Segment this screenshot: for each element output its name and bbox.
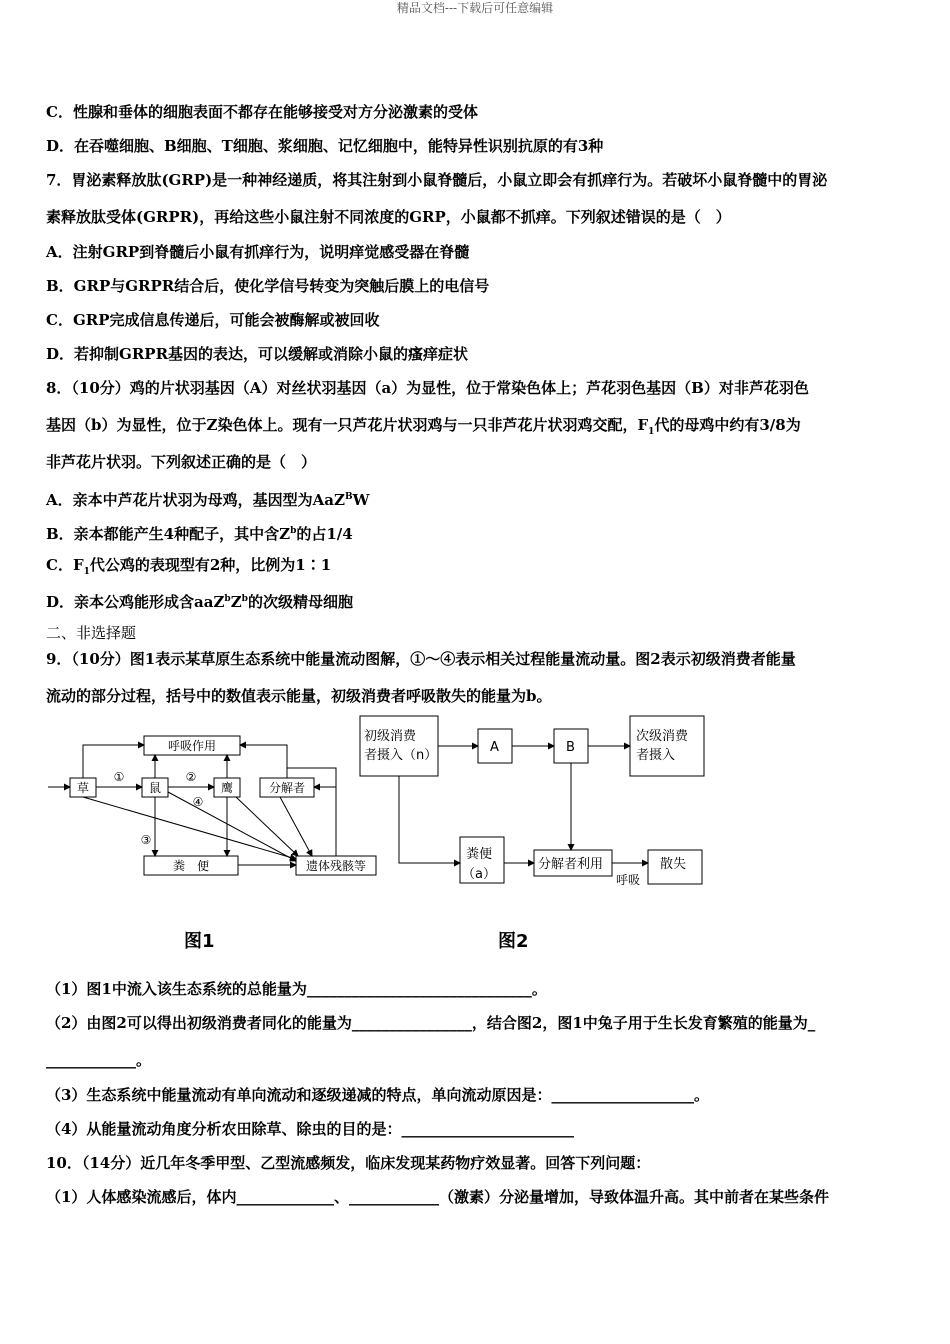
intake-line1: 初级消费: [364, 729, 417, 744]
question-9-part2-cont: ____________。: [46, 1051, 152, 1069]
resp-label-2: 呼吸: [616, 873, 641, 887]
option-a-q8: A．亲本中芦花片状羽为母鸡，基因型为AaZ$^B$W: [46, 491, 370, 509]
figure-1-caption: 图1: [184, 931, 215, 952]
feces-line2: （a）: [462, 867, 496, 882]
question-7-line2: 素释放肽受体(GRPR)，再给这些小鼠注射不同浓度的GRP，小鼠都不抓痒。下列叙述错误的是（ ）: [46, 208, 731, 226]
option-c-q8: C．$F_1$代公鸡的表现型有2种，比例为1∶1: [46, 556, 332, 577]
figure-2-diagram: [356, 712, 712, 892]
question-9-part3: （3）生态系统中能量流动有单向流动和逐级递减的特点，单向流动原因是：___________________。: [46, 1086, 709, 1104]
option-c-q6: C．性腺和垂体的细胞表面不都存在能够接受对方分泌激素的受体: [46, 103, 478, 121]
option-a-q7: A．注射GRP到脊髓后小鼠有抓痒行为，说明痒觉感受器在脊髓: [46, 243, 470, 261]
num-2: ②: [185, 770, 197, 784]
num-4: ④: [192, 795, 204, 809]
mouse-label: 鼠: [148, 781, 162, 795]
box-b: B: [566, 740, 575, 755]
question-7-line1: 7．胃泌素释放肽(GRP)是一种神经递质，将其注射到小鼠脊髓后，小鼠立即会有抓痒行为。若破坏小鼠脊髓中的胃泌: [46, 171, 828, 189]
option-d-q7: D．若抑制GRPR基因的表达，可以缓解或消除小鼠的瘙痒症状: [46, 345, 469, 363]
box-a: A: [490, 740, 499, 755]
grass-label: 草: [76, 781, 90, 795]
question-8-line3: 非芦花片状羽。下列叙述正确的是（ ）: [46, 453, 317, 471]
figure-1-diagram: [46, 728, 386, 883]
feces-label: 粪 便: [172, 859, 210, 873]
figure-2-caption: 图2: [498, 931, 529, 952]
num-3: ③: [140, 833, 152, 847]
question-9-line2: 流动的部分过程，括号中的数值表示能量，初级消费者呼吸散失的能量为b。: [46, 687, 552, 705]
decomposer-label: 分解者: [268, 781, 306, 795]
hawk-label: 鹰: [220, 781, 234, 795]
remains-label: 遗体残骸等: [305, 859, 367, 873]
option-b-q7: B．GRP与GRPR结合后，使化学信号转变为突触后膜上的电信号: [46, 277, 490, 295]
option-c-q7: C．GRP完成信息传递后，可能会被酶解或被回收: [46, 311, 380, 329]
option-b-q8: B．亲本都能产生4种配子，其中含$Z^b$的占1/4: [46, 525, 353, 543]
next-line1: 次级消费: [636, 729, 689, 744]
question-10: 10．（14分）近几年冬季甲型、乙型流感频发，临床发现某药物疗效显著。回答下列问题：: [46, 1154, 651, 1172]
option-d-q6: D．在吞噬细胞、B细胞、T细胞、浆细胞、记忆细胞中，能特异性识别抗原的有3种: [46, 137, 604, 155]
question-9-line1: 9．（10分）图1表示某草原生态系统中能量流动图解，①～④表示相关过程能量流动量。图2表示初级消费者能量: [46, 650, 796, 668]
question-9-part1: （1）图1中流入该生态系统的总能量为______________________________。: [46, 980, 547, 998]
lost-label: 散失: [660, 857, 687, 872]
next-line2: 者摄入: [636, 748, 676, 763]
option-d-q8: D．亲本公鸡能形成含$aaZ^bZ^b$的次级精母细胞: [46, 593, 353, 611]
decomp-label: 分解者利用: [538, 857, 604, 872]
question-9-part2: （2）由图2可以得出初级消费者同化的能量为________________，结合图2，图1中兔子用于生长发育繁殖的能量为_: [46, 1014, 816, 1032]
section-heading: 二、非选择题: [46, 624, 137, 642]
question-8-line1: 8．（10分）鸡的片状羽基因（A）对丝状羽基因（a）为显性，位于常染色体上；芦花羽色基因（B）对非芦花羽色: [46, 379, 809, 397]
resp-label: 呼吸作用: [167, 739, 217, 753]
question-10-part1: （1）人体感染流感后，体内_____________、____________（激素）分泌量增加，导致体温升高。其中前者在某些条件: [46, 1188, 829, 1206]
question-9-part4: （4）从能量流动角度分析农田除草、除虫的目的是：_______________________: [46, 1120, 574, 1138]
page-header: 精品文档---下载后可任意编辑: [396, 1, 554, 15]
feces-line1: 粪便: [466, 847, 493, 862]
num-1: ①: [113, 770, 125, 784]
question-8-line2: 基因（b）为显性，位于Z染色体上。现有一只芦花片状羽鸡与一只非芦花片状羽鸡交配，$F_1$代的母鸡中约有3/8为: [46, 416, 801, 437]
intake-line2: 者摄入（n）: [364, 748, 438, 763]
